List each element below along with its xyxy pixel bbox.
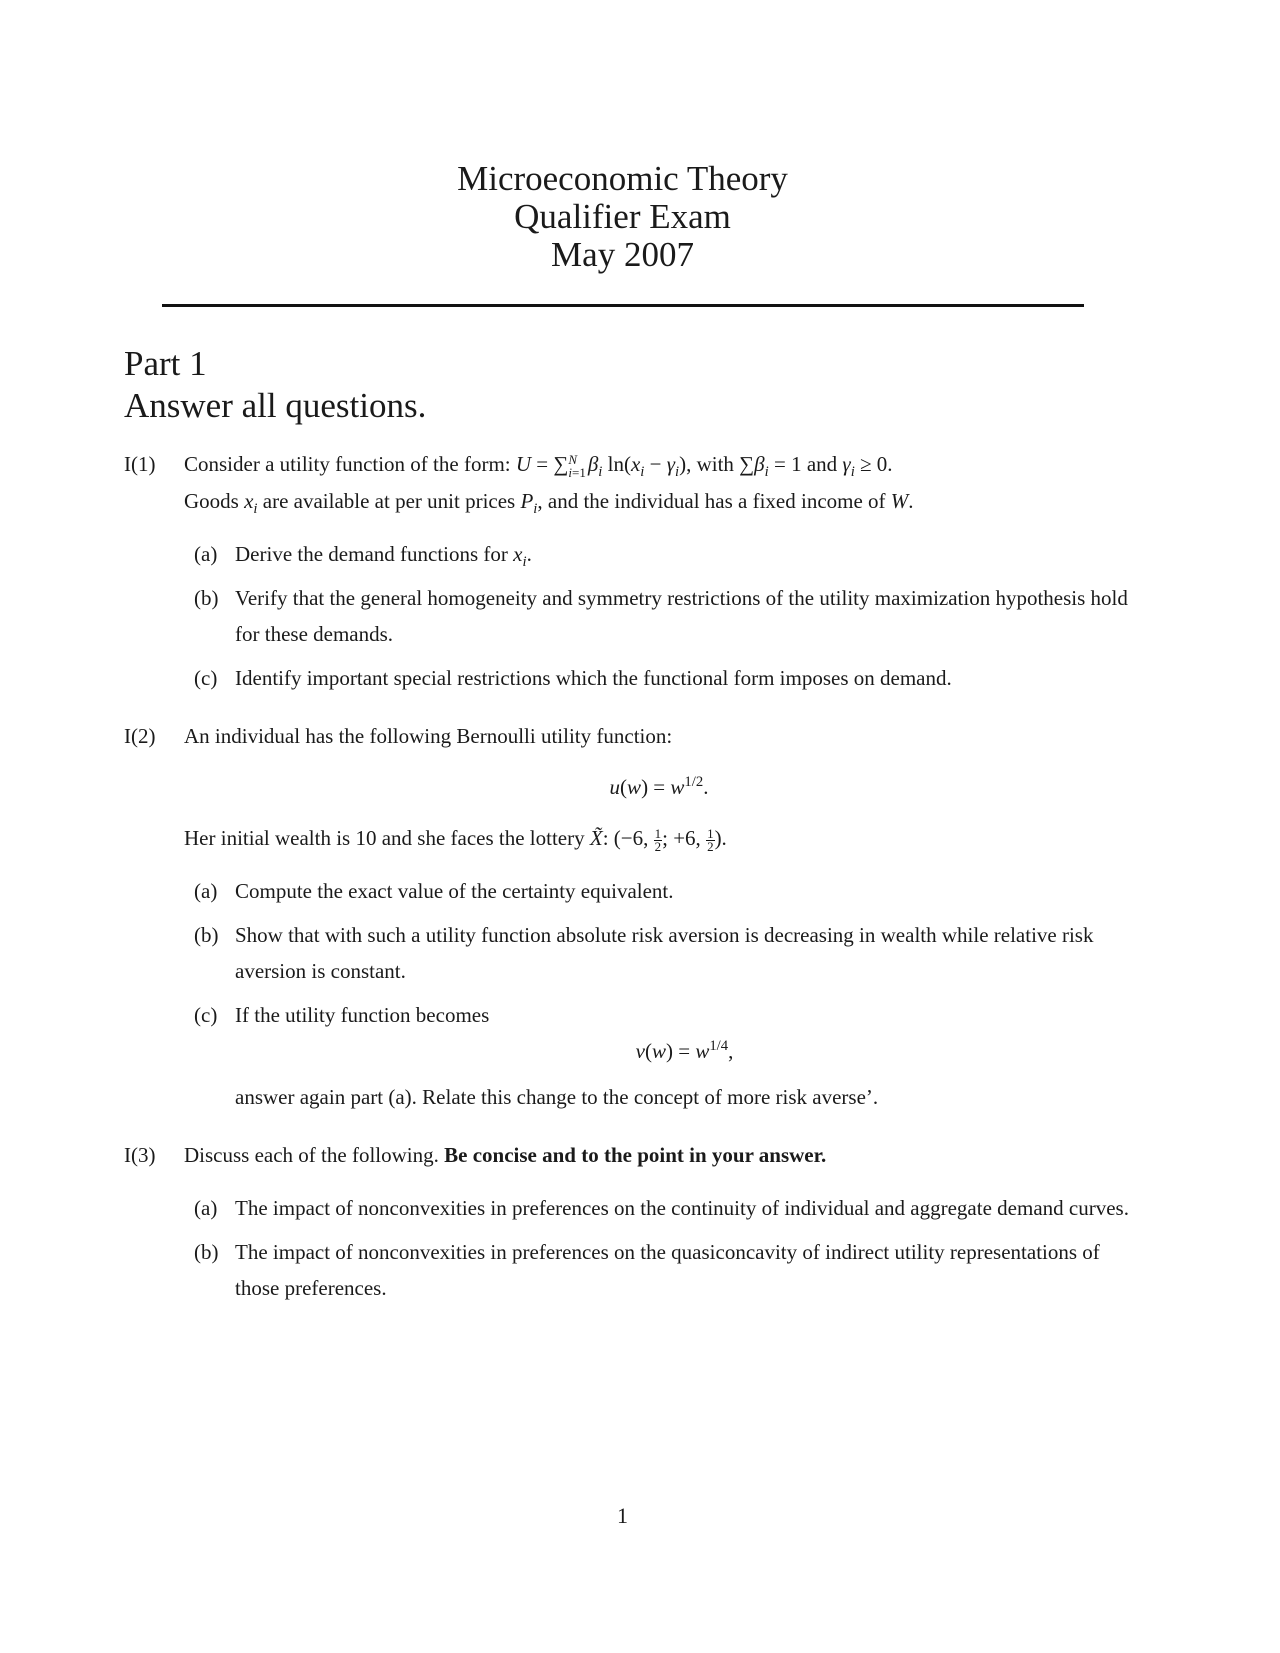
question-2-lottery: Her initial wealth is 10 and she faces the lottery X̃: (−6, $\frac{1}{2}$ ; +6, $\frac{1}{2}$ ). [184, 825, 727, 854]
question-1-text: Consider a utility function of the form: U = ∑ N i=1 $\beta_i$ $\ln(x_i - \gamma_i)$, with $\sum\beta_i = 1$ and $\gamma_i \ge 0$. Goods $x_i$ are available at per unit prices $P_i$, and the individual has a fixed income of W. [184, 452, 914, 518]
part-heading [124, 343, 426, 427]
question-1 [124, 446, 1134, 696]
questions [124, 446, 1134, 1306]
bernoulli-utility-formula: $u(w) = w^{1/2}$. [609, 774, 709, 799]
question-1-item-a: (a) Derive the demand functions for $x_i$. [194, 542, 532, 571]
question-2-item-a: (a) Compute the exact value of the certainty equivalent. [194, 879, 674, 903]
page-number: 1 [617, 1503, 628, 1528]
exam-subtitle: Qualifier Exam [514, 197, 731, 236]
question-3-intro: Discuss each of the following. Be concise and to the point in your answer. [184, 1143, 827, 1167]
question-3-item-b: (b) The impact of nonconvexities in preferences on the quasiconcavity of indirect utility representations of those preferences. [194, 1240, 1100, 1300]
question-2-intro: An individual has the following Bernoulli utility function: [184, 724, 673, 748]
alternative-utility-formula: $v(w) = w^{1/4}$, [635, 1038, 734, 1063]
question-number: I(2) [124, 724, 156, 748]
part-instruction: Answer all questions. [124, 386, 427, 425]
part-title: Part 1 [124, 344, 207, 383]
exam-header [0, 160, 1245, 274]
question-1-item-c: (c) Identify important special restrictions which the functional form imposes on demand. [194, 666, 952, 690]
question-2-item-b: (b) Show that with such a utility function absolute risk aversion is decreasing in wealth while relative risk aversion is constant. [194, 923, 1094, 983]
header-rule [162, 304, 1084, 307]
utility-formula: U = ∑ N i=1 $\beta_i$ $\ln(x_i - \gamma_i)$, with $\sum\beta_i = 1$ [515, 452, 807, 481]
question-3 [124, 1137, 1134, 1306]
exam-date: May 2007 [551, 235, 694, 274]
question-2 [124, 718, 1134, 1115]
lottery-formula: X̃: (−6, $\frac{1}{2}$ ; +6, $\frac{1}{2}$ ). [589, 825, 727, 854]
exam-title: Microeconomic Theory [457, 159, 788, 198]
question-3-item-a: (a) The impact of nonconvexities in preferences on the continuity of individual and aggregate demand curves. [194, 1196, 1129, 1220]
question-number: I(3) [124, 1143, 156, 1167]
question-2-item-c: (c) If the utility function becomes $v(w) = w^{1/4}$, answer again part (a). Relate this change to the concept of more risk averse’. [184, 997, 1134, 1115]
question-1-item-b: (b) Verify that the general homogeneity and symmetry restrictions of the utility maximization hypothesis hold for these demands. [194, 586, 1128, 646]
question-number: I(1) [124, 452, 156, 476]
